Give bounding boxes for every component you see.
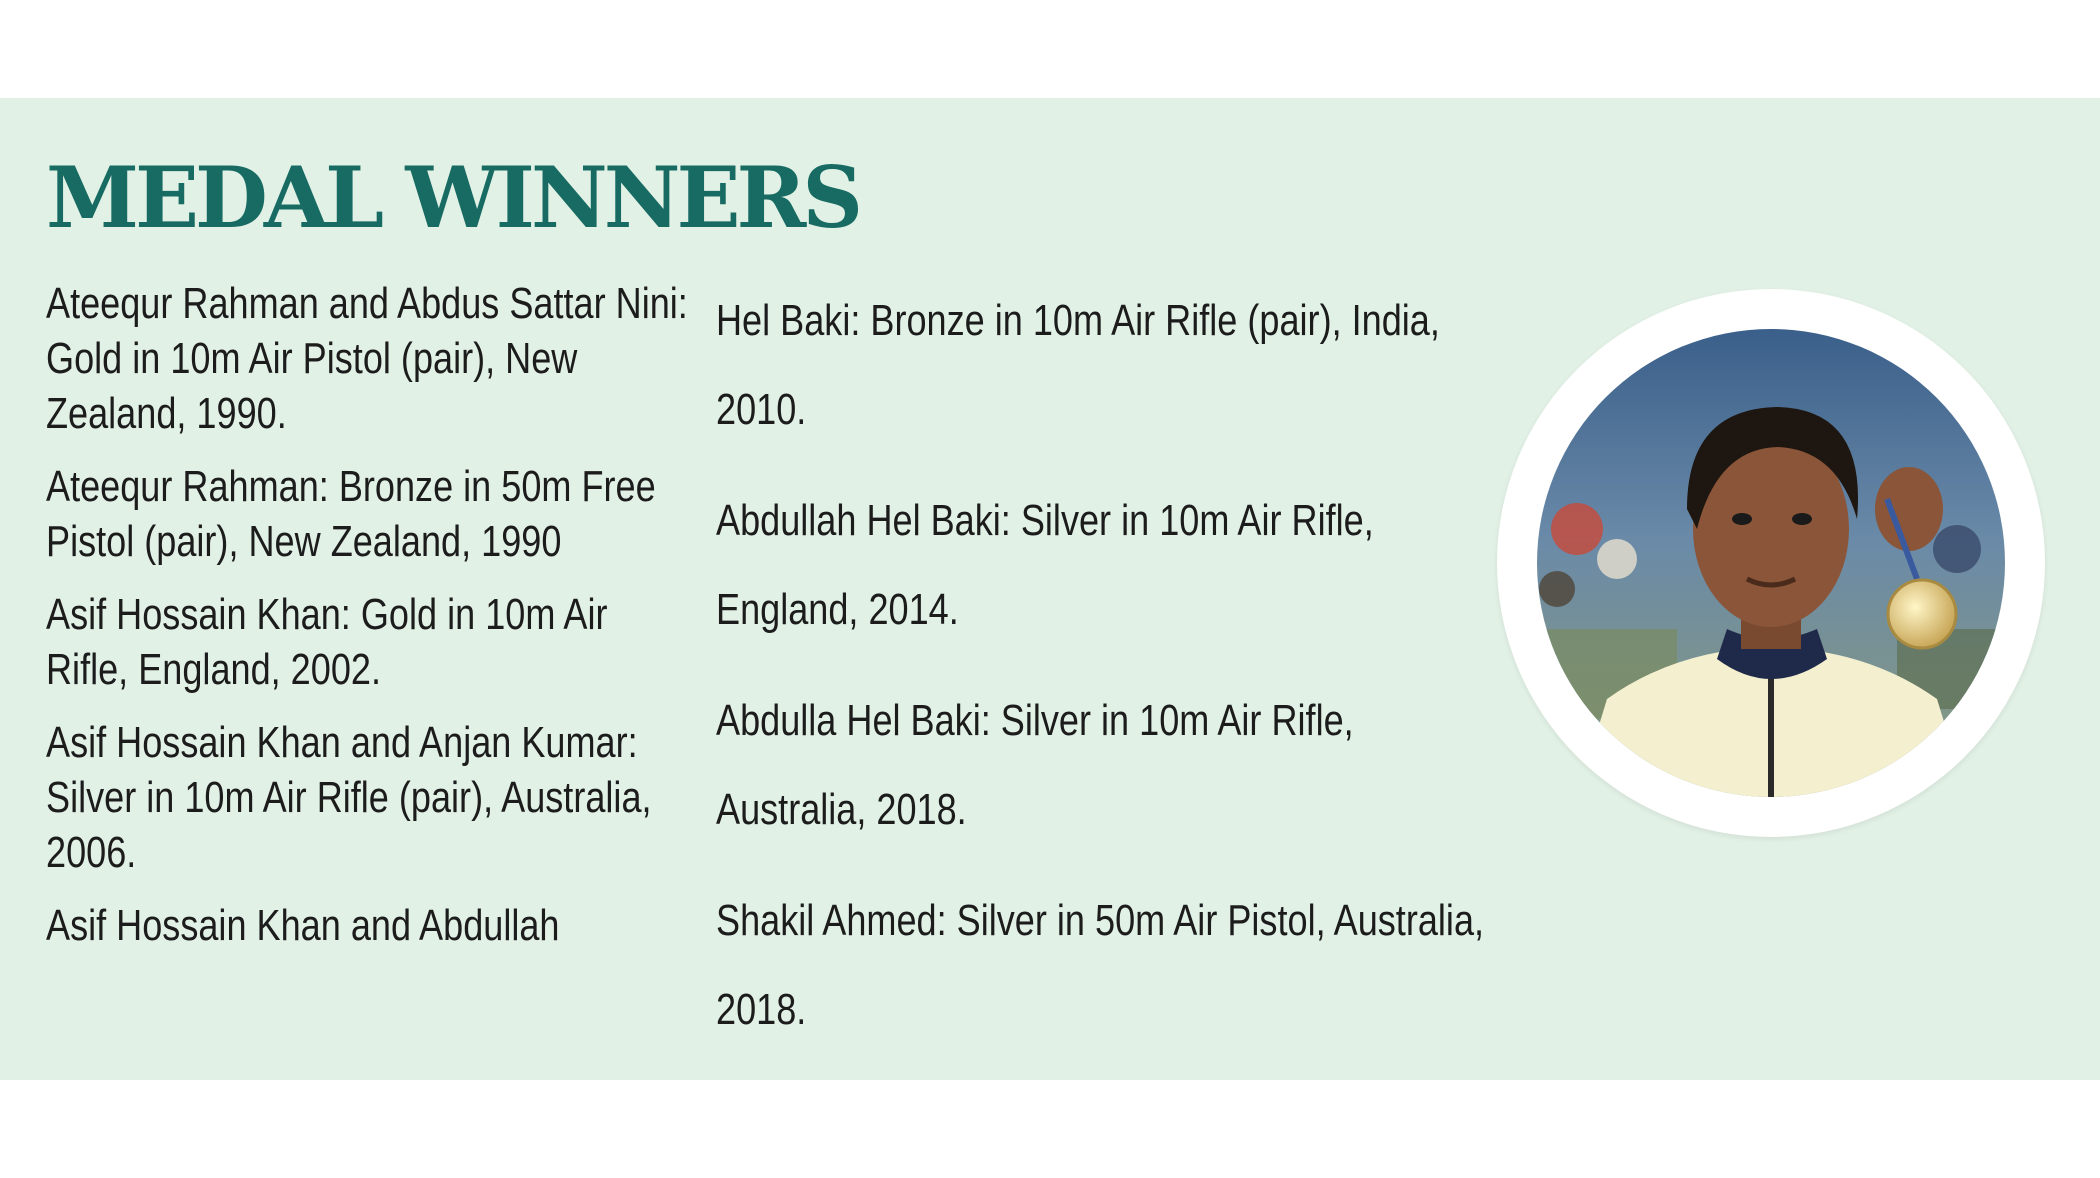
- medal-entry: Hel Baki: Bronze in 10m Air Rifle (pair), India, 2010.: [716, 296, 1440, 434]
- medal-entry: Asif Hossain Khan: Gold in 10m Air Rifle, England, 2002.: [46, 590, 608, 694]
- medal-entry: Asif Hossain Khan and Abdullah: [46, 901, 560, 950]
- right-column: [716, 276, 1487, 1076]
- medal-entry: Abdulla Hel Baki: Silver in 10m Air Rifle, Australia, 2018.: [716, 696, 1354, 834]
- medal-winners-panel: [0, 98, 2100, 1080]
- medal-entry: Ateequr Rahman and Abdus Sattar Nini: Gold in 10m Air Pistol (pair), New Zealand, 1990.: [46, 279, 688, 438]
- photo-frame: [1497, 289, 2045, 837]
- left-column: [46, 276, 694, 971]
- athlete-photo: [1537, 329, 2005, 797]
- medal-entry: Ateequr Rahman: Bronze in 50m Free Pistol (pair), New Zealand, 1990: [46, 462, 656, 566]
- medal-entry: Asif Hossain Khan and Anjan Kumar: Silver in 10m Air Rifle (pair), Australia, 2006.: [46, 718, 652, 877]
- medal-entry: Abdullah Hel Baki: Silver in 10m Air Rifle, England, 2014.: [716, 496, 1374, 634]
- medal-entry: Shakil Ahmed: Silver in 50m Air Pistol, Australia, 2018.: [716, 896, 1485, 1034]
- page-title: MEDAL WINNERS: [46, 148, 860, 247]
